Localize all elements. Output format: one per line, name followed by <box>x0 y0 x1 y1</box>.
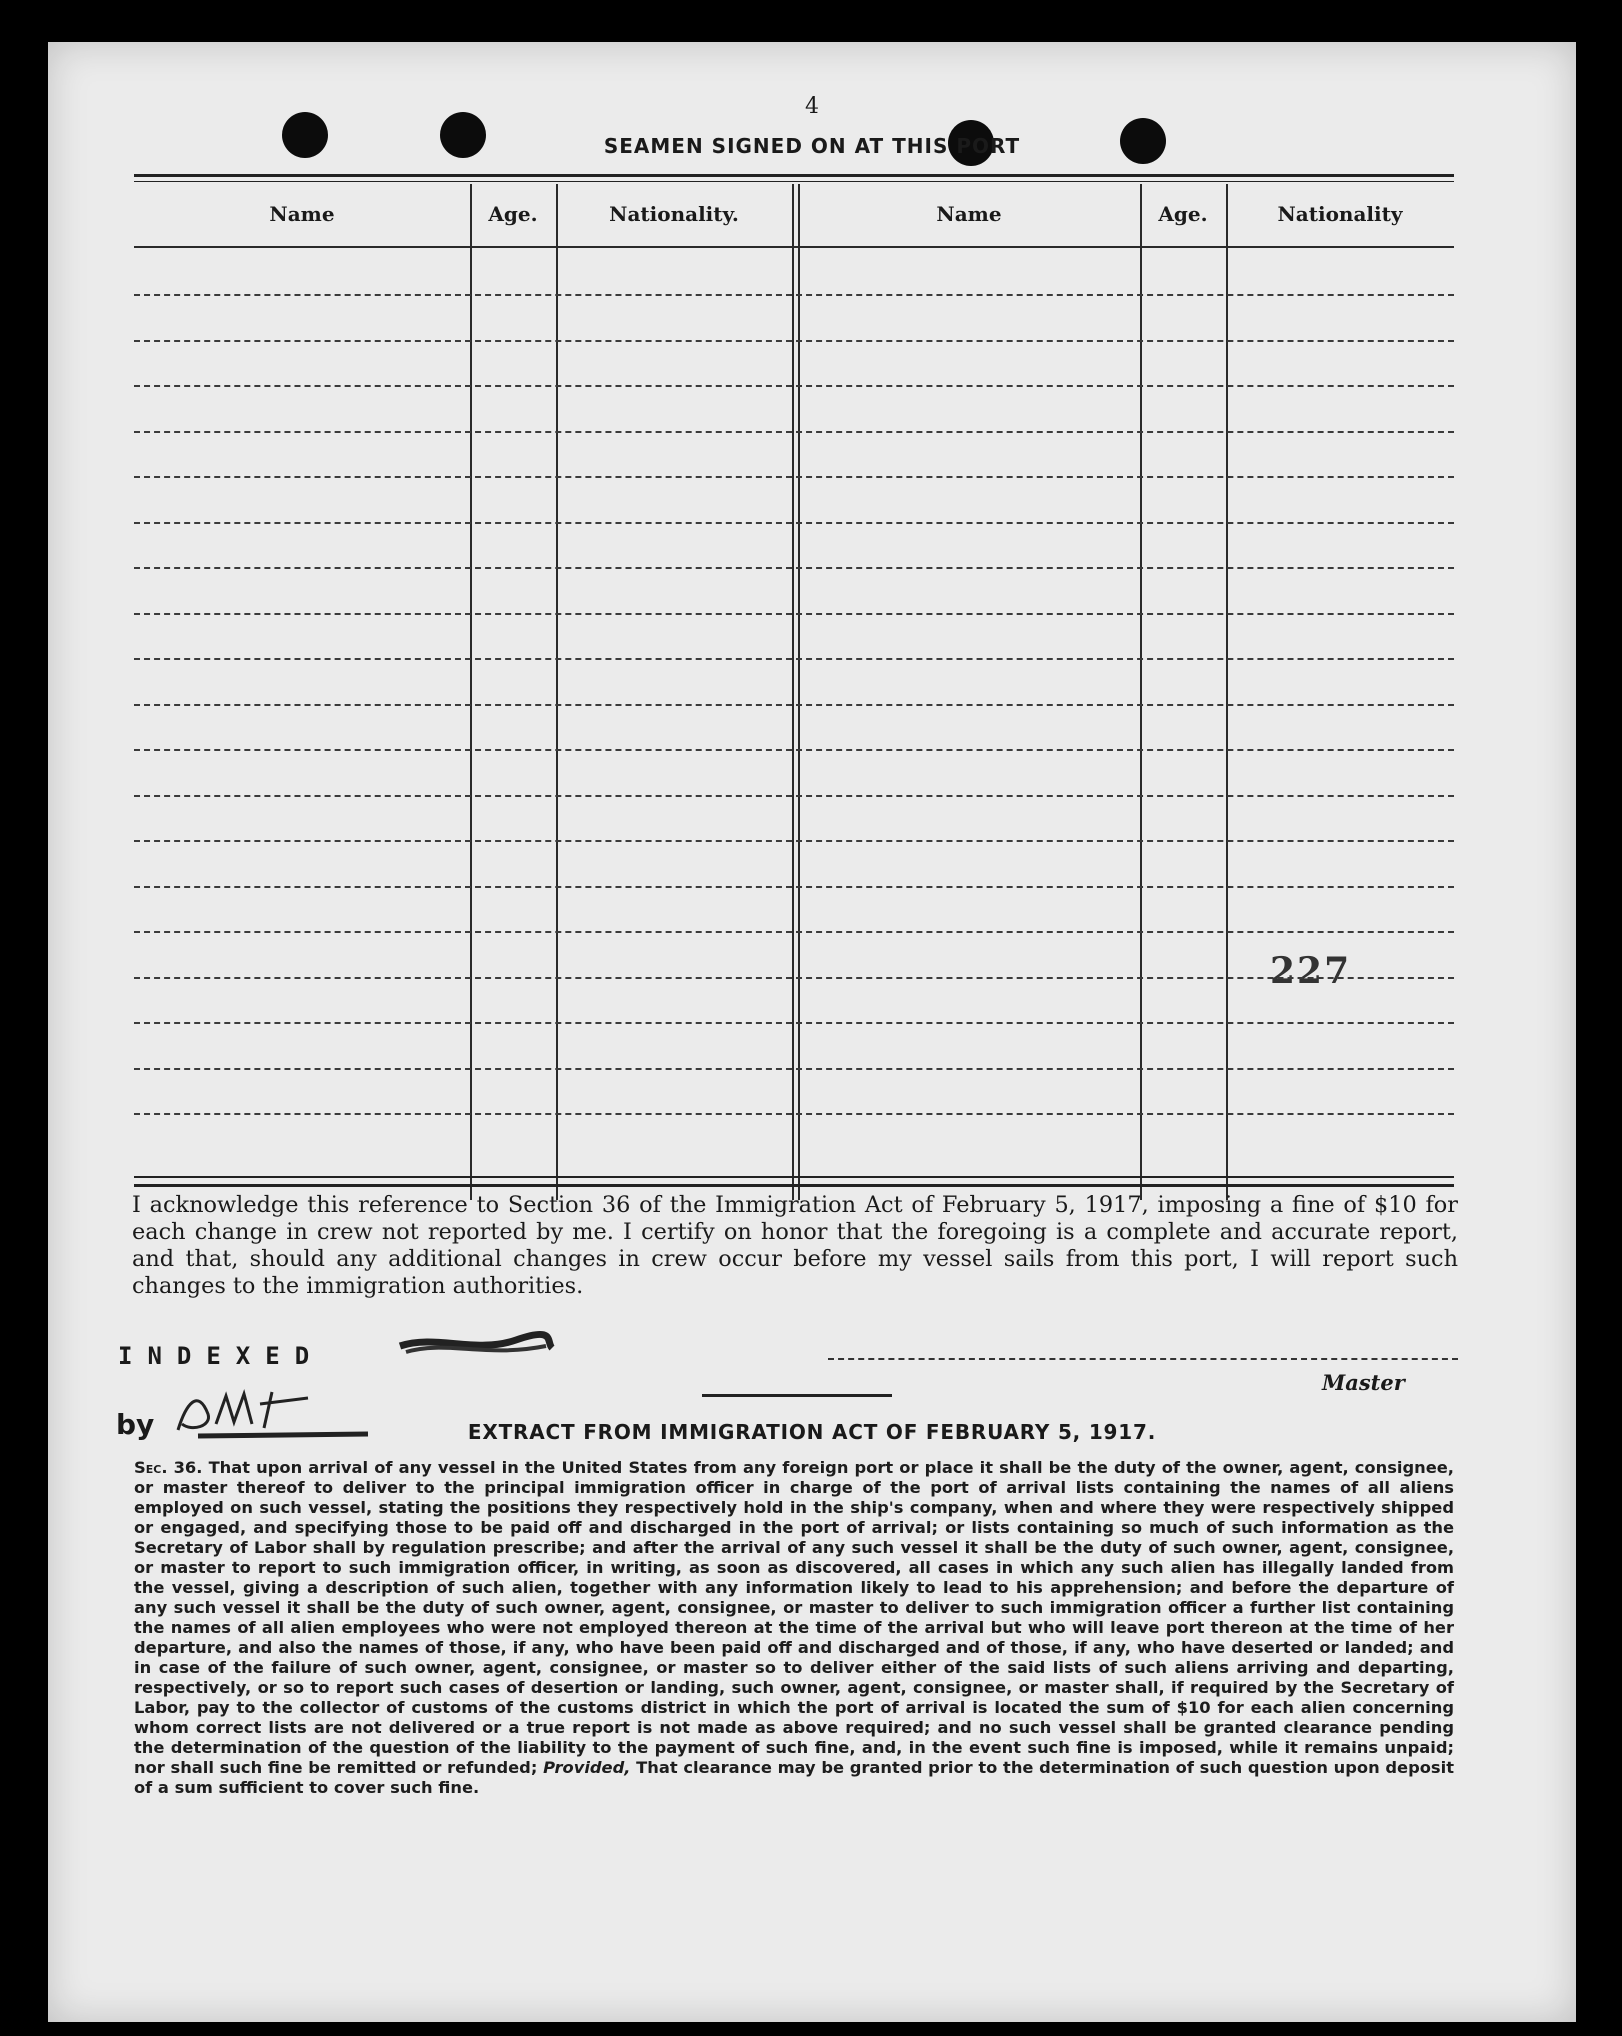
header-age-left: Age. <box>488 202 538 226</box>
table-row <box>134 704 1454 706</box>
table-row <box>134 385 1454 387</box>
table-row <box>134 840 1454 842</box>
table-row <box>134 749 1454 751</box>
header-name-right: Name <box>936 202 1002 226</box>
form-title: SEAMEN SIGNED ON AT THIS PORT <box>603 134 1021 158</box>
table-top-rule-inner <box>134 181 1454 182</box>
table-top-rule <box>134 174 1454 177</box>
table-row <box>134 431 1454 433</box>
table-row <box>134 1113 1454 1115</box>
table-row <box>134 931 1454 933</box>
column-divider <box>1140 184 1142 1200</box>
table-row <box>134 886 1454 888</box>
indexed-stamp: INDEXED <box>118 1342 325 1370</box>
column-divider <box>556 184 558 1200</box>
extract-body <box>134 1458 1454 1798</box>
header-age-right: Age. <box>1158 202 1208 226</box>
master-signature-line <box>828 1358 1458 1360</box>
table-row <box>134 795 1454 797</box>
table-row <box>134 1022 1454 1024</box>
header-nationality-right: Nationality <box>1277 202 1403 226</box>
center-double-divider <box>792 184 800 1200</box>
entry-note: 227 <box>1270 950 1352 992</box>
table-bottom-rule <box>134 1176 1454 1178</box>
page-number: 4 <box>805 94 819 119</box>
table-row <box>134 476 1454 478</box>
table-bottom-rule-outer <box>134 1184 1454 1187</box>
table-row <box>134 1068 1454 1070</box>
extract-title: EXTRACT FROM IMMIGRATION ACT OF FEBRUARY 5, 1917. <box>467 1420 1157 1444</box>
section-divider <box>702 1394 892 1397</box>
master-label: Master <box>1322 1370 1405 1395</box>
table-row <box>134 294 1454 296</box>
table-row <box>134 522 1454 524</box>
header-rule <box>134 246 1454 248</box>
header-nationality-left: Nationality. <box>609 202 739 226</box>
table-row <box>134 567 1454 569</box>
table-row <box>134 658 1454 660</box>
acknowledgement-text: I acknowledge this reference to Section 36 of the Immigration Act of February 5, 1917, imposing a fine of $10 for each change in crew not reported by me. I certify on honor that the foregoing is a complete and accurate report, and that, should any additional changes in crew occur before my vessel sails from this port, I will report such changes to the immigration authorities. <box>132 1192 1458 1299</box>
header-name-left: Name <box>269 202 335 226</box>
document-page <box>48 42 1576 2022</box>
extract-text-end: That clearance may be granted prior to the determination of such question upon deposit of a sum sufficient to cover such fine. <box>134 1758 1454 1797</box>
table-row <box>134 977 1454 979</box>
extract-text: That upon arrival of any vessel in the United States from any foreign port or place it shall be the duty of the owner, agent, consignee, or master thereof to deliver to the principal immigration officer in charge of the port of arrival lists containing the names of all aliens employed on such vessel, stating the positions they respectively hold in the ship's company, when and where they were respectively shipped or engaged, and specifying those to be paid off and discharged in the port of arrival; or lists containing so much of such information as the Secretary of Labor shall by regulation prescribe; and after the arrival of any such vessel it shall be the duty of such owner, agent, consignee, or master to report to such immigration officer, in writing, as soon as discovered, all cases in which any such alien has illegally landed from the vessel, giving a description of such alien, together with any information likely to lead to his apprehension; and before the departure of any such vessel it shall be the duty of such owner, agent, consignee, or master to deliver to such immigration officer a further list containing the names of all alien employees who were not employed thereon at the time of the arrival but who will leave port thereon at the time of her departure, and also the names of those, if any, who have been paid off and discharged and of those, if any, who have deserted or landed; and in case of the failure of such owner, agent, consignee, or master so to deliver either of the said lists of such aliens arriving and departing, respectively, or so to report such cases of desertion or landing, such owner, agent, consignee, or master shall, if required by the Secretary of Labor, pay to the collector of customs of the customs district in which the port of arrival is located the sum of $10 for each alien concerning whom correct lists are not delivered or a true report is not made as above required; and no such vessel shall be granted clearance pending the determination of the question of the liability to the payment of such fine, and, in the event such fine is imposed, while it remains unpaid; nor shall such fine be remitted or refunded; <box>134 1458 1454 1777</box>
column-divider <box>470 184 472 1200</box>
column-divider <box>1226 184 1228 1200</box>
scribble-mark <box>396 1328 556 1362</box>
table-row <box>134 613 1454 615</box>
section-label: Sec. 36. <box>134 1458 203 1477</box>
by-label: by <box>116 1408 155 1441</box>
table-row <box>134 340 1454 342</box>
provided-label: Provided, <box>543 1758 631 1777</box>
